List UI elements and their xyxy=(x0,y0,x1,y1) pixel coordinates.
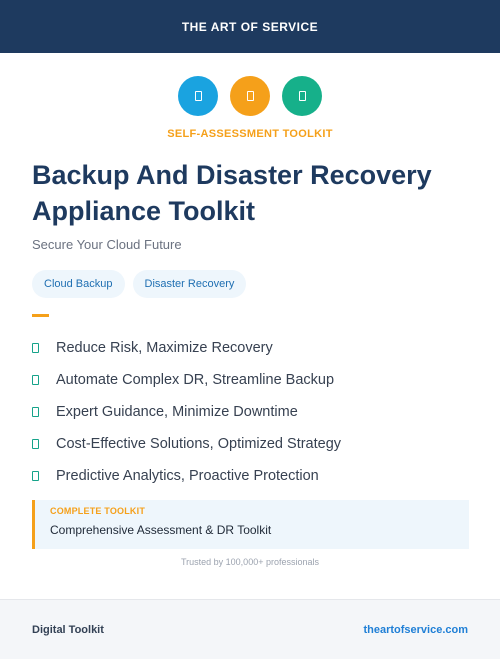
check-icon xyxy=(32,407,39,417)
list-item: Reduce Risk, Maximize Recovery xyxy=(32,332,341,364)
feature-list xyxy=(32,332,341,492)
document-icon xyxy=(230,76,270,116)
check-icon xyxy=(32,343,39,353)
tag-list xyxy=(32,270,246,298)
accent-divider xyxy=(32,314,49,317)
header-bar xyxy=(0,0,500,53)
footer xyxy=(0,599,500,659)
footer-label: Digital Toolkit xyxy=(32,623,104,636)
brand-title: THE ART OF SERVICE xyxy=(181,19,319,34)
check-icon xyxy=(32,375,39,385)
subtitle: Secure Your Cloud Future xyxy=(32,237,182,252)
callout-label: COMPLETE TOOLKIT xyxy=(50,506,146,516)
document-icon xyxy=(178,76,218,116)
tag-disaster-recovery: Disaster Recovery xyxy=(133,270,247,298)
page-title: Backup And Disaster Recovery Appliance Toolkit xyxy=(32,160,432,226)
icon-row xyxy=(0,76,500,116)
toolkit-callout xyxy=(32,500,469,549)
list-item: Expert Guidance, Minimize Downtime xyxy=(32,396,341,428)
eyebrow-label: SELF-ASSESSMENT TOOLKIT xyxy=(167,128,333,140)
list-item: Predictive Analytics, Proactive Protection xyxy=(32,460,341,492)
document-icon xyxy=(282,76,322,116)
trusted-note: Trusted by 100,000+ professionals xyxy=(180,557,319,567)
website-link[interactable]: theartofservice.com xyxy=(363,623,468,636)
check-icon xyxy=(32,471,39,481)
list-item: Cost-Effective Solutions, Optimized Strategy xyxy=(32,428,341,460)
callout-text: Comprehensive Assessment & DR Toolkit xyxy=(50,523,272,537)
list-item: Automate Complex DR, Streamline Backup xyxy=(32,364,341,396)
tag-cloud-backup: Cloud Backup xyxy=(32,270,125,298)
check-icon xyxy=(32,439,39,449)
